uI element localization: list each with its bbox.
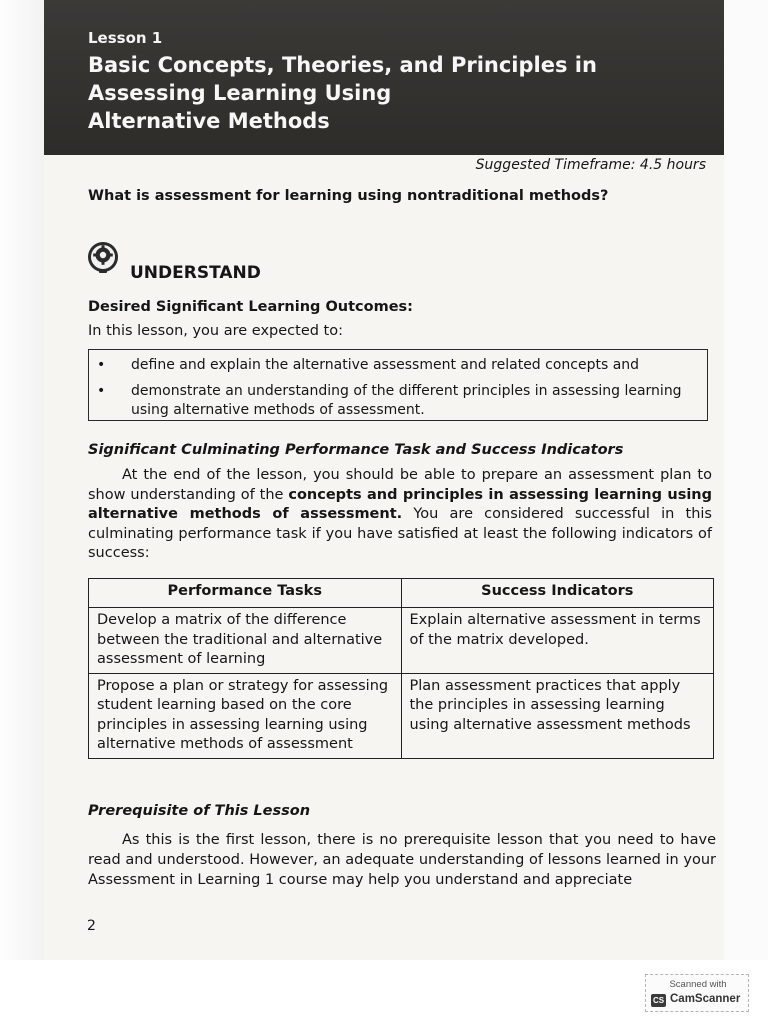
column-header-performance-tasks: Performance Tasks bbox=[89, 579, 402, 608]
column-header-success-indicators: Success Indicators bbox=[401, 579, 714, 608]
prerequisite-heading: Prerequisite of This Lesson bbox=[88, 803, 311, 819]
paragraph-text: As this is the first lesson, there is no prerequisite lesson that you need to have read and understood. However, an adequate understanding of lessons learned in your Assessment in Learning 1 course may help you understand and appreciate bbox=[88, 832, 716, 888]
suggested-timeframe: Suggested Timeframe: 4.5 hours bbox=[475, 157, 706, 173]
bullet-icon: • bbox=[97, 383, 106, 399]
table-cell: Develop a matrix of the difference between the traditional and alternative assessment of learning bbox=[89, 608, 402, 674]
learning-outcome-text: demonstrate an understanding of the different principles in assessing learning using alternative methods of assessment. bbox=[131, 383, 682, 418]
understand-heading: UNDERSTAND bbox=[130, 263, 261, 283]
table-row bbox=[89, 608, 714, 674]
lesson-title-line: Assessing Learning Using bbox=[88, 81, 392, 105]
table-cell: Explain alternative assessment in terms of the matrix developed. bbox=[401, 608, 714, 674]
lesson-title-line: Alternative Methods bbox=[88, 109, 330, 133]
lesson-title-line: Basic Concepts, Theories, and Principles in bbox=[88, 53, 597, 77]
scan-margin-right bbox=[724, 0, 768, 960]
paragraph-text: You are considered successful in this culminating performance task if you have satisfied at least the following indicators of success: bbox=[88, 506, 712, 561]
lesson-number: Lesson 1 bbox=[88, 29, 163, 47]
bullet-icon: • bbox=[97, 357, 106, 373]
learning-outcomes-box bbox=[88, 349, 708, 421]
prerequisite-paragraph bbox=[88, 830, 716, 890]
page-number: 2 bbox=[87, 918, 96, 934]
watermark-brand: CamScanner bbox=[670, 993, 741, 1005]
learning-outcomes-intro: In this lesson, you are expected to: bbox=[88, 323, 343, 339]
paragraph-emphasis: concepts and principles in assessing learning using alternative methods of assessment. bbox=[88, 486, 712, 522]
table-header-row bbox=[89, 579, 714, 608]
table-cell: Propose a plan or strategy for assessing student learning based on the core principles in assessing learning using alternative methods of assessment bbox=[89, 673, 402, 758]
guiding-question: What is assessment for learning using nontraditional methods? bbox=[88, 188, 609, 204]
watermark-caption: Scanned with bbox=[669, 979, 727, 990]
culminating-task-paragraph bbox=[88, 466, 712, 564]
camscanner-logo-icon: CS bbox=[652, 996, 665, 1005]
scan-margin-left bbox=[0, 0, 46, 960]
learning-outcomes-heading: Desired Significant Learning Outcomes: bbox=[88, 299, 413, 315]
table-row bbox=[89, 673, 714, 758]
lesson-title bbox=[88, 51, 688, 135]
culminating-task-heading: Significant Culminating Performance Task and Success Indicators bbox=[88, 442, 624, 458]
learning-outcome-text: define and explain the alternative assessment and related concepts and bbox=[131, 357, 640, 373]
camscanner-watermark bbox=[645, 974, 749, 1012]
paragraph-text: At the end of the lesson, you should be able to prepare an assessment plan to show understanding of the bbox=[88, 467, 712, 503]
table-cell: Plan assessment practices that apply the principles in assessing learning using alternative assessment methods bbox=[401, 673, 714, 758]
performance-tasks-table bbox=[88, 578, 714, 759]
lightbulb-gear-icon bbox=[86, 242, 120, 276]
